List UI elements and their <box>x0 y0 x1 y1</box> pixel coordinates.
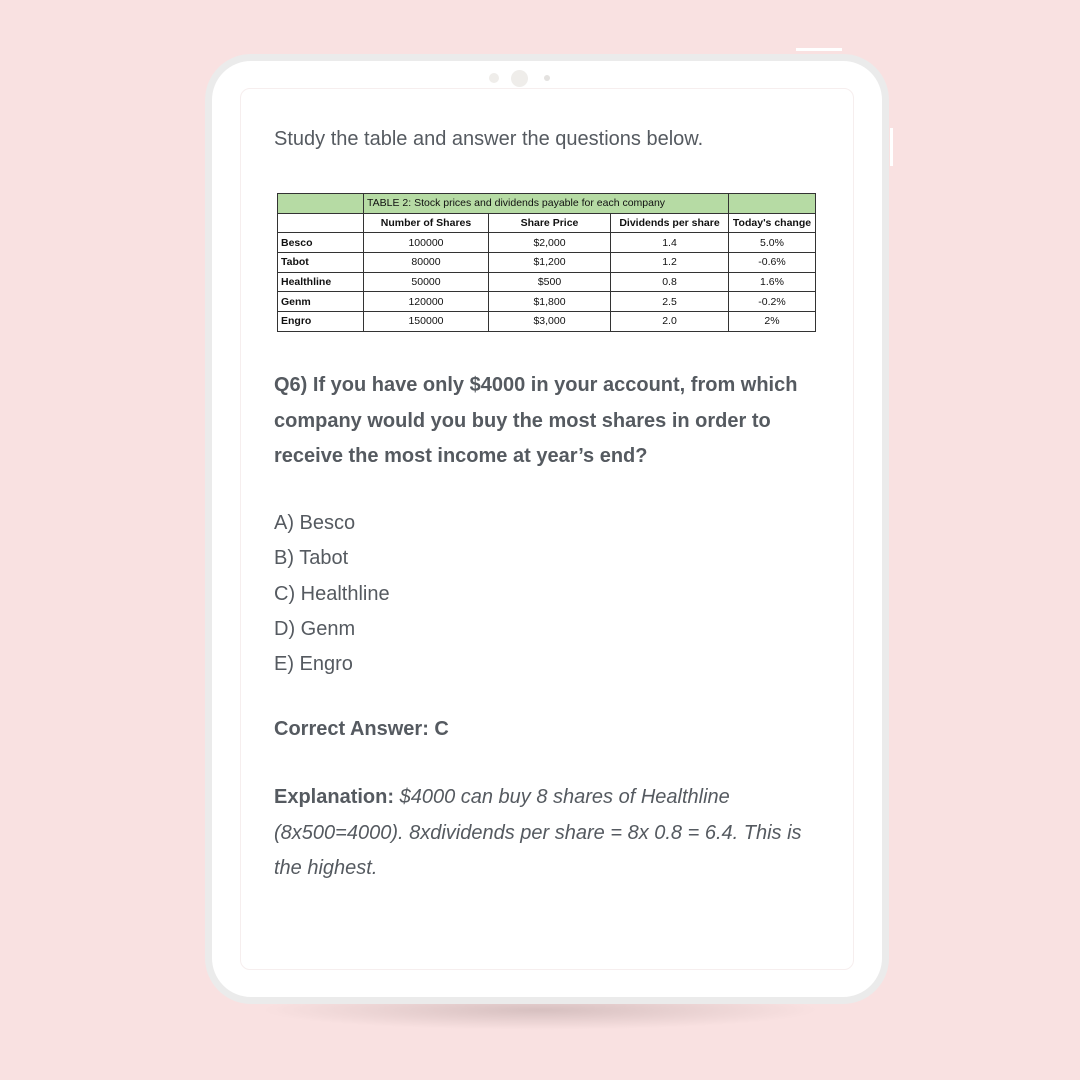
table-cell: $3,000 <box>489 312 611 332</box>
table-cell: $1,200 <box>489 253 611 273</box>
table-cell: $500 <box>489 272 611 292</box>
option-c: C) Healthline <box>274 582 390 605</box>
table-header <box>278 213 364 233</box>
table-corner <box>278 194 364 214</box>
company-name: Healthline <box>278 272 364 292</box>
question-text: Q6) If you have only $4000 in your account, from which company would you buy the most shares in order to receive the most income at year’s end? <box>274 374 798 467</box>
company-name: Tabot <box>278 253 364 273</box>
table-header: Share Price <box>489 213 611 233</box>
company-name: Engro <box>278 312 364 332</box>
explanation <box>274 780 834 887</box>
camera-dot-icon <box>489 73 499 83</box>
table-row <box>278 253 816 273</box>
table-cell: 50000 <box>364 272 489 292</box>
table-cell: 80000 <box>364 253 489 273</box>
table-cell: 2.5 <box>611 292 729 312</box>
answer-options <box>274 506 390 682</box>
table-header: Today's change <box>729 213 816 233</box>
option-d: D) Genm <box>274 617 356 640</box>
company-name: Besco <box>278 233 364 253</box>
sensor-dot-icon <box>544 75 550 81</box>
tablet-top-button <box>796 48 842 51</box>
intro-text: Study the table and answer the questions below. <box>274 128 704 150</box>
table-cell: 150000 <box>364 312 489 332</box>
table-cell: $2,000 <box>489 233 611 253</box>
correct-answer: Correct Answer: C <box>274 718 449 740</box>
camera-lens-icon <box>511 70 528 87</box>
tablet-side-button <box>890 128 893 166</box>
table-row <box>278 292 816 312</box>
table-row <box>278 312 816 332</box>
option-e: E) Engro <box>274 653 353 676</box>
explanation-label: Explanation: <box>274 786 395 808</box>
table-cell: -0.2% <box>729 292 816 312</box>
table-title-blank <box>729 194 816 214</box>
table-cell: 100000 <box>364 233 489 253</box>
table-cell: -0.6% <box>729 253 816 273</box>
table-title: TABLE 2: Stock prices and dividends payable for each company <box>364 194 729 214</box>
table-cell: 1.6% <box>729 272 816 292</box>
table-cell: 2% <box>729 312 816 332</box>
table-cell: 5.0% <box>729 233 816 253</box>
table-header: Number of Shares <box>364 213 489 233</box>
table-cell: 1.2 <box>611 253 729 273</box>
option-a: A) Besco <box>274 512 356 534</box>
table-cell: 120000 <box>364 292 489 312</box>
table-row <box>278 272 816 292</box>
table-cell: 1.4 <box>611 233 729 253</box>
explanation-text: $4000 can buy 8 shares of Healthline (8x500=4000). 8xdividends per share = 8x 0.8 = 6.4. This is the highest. <box>274 786 802 879</box>
table-cell: 2.0 <box>611 312 729 332</box>
company-name: Genm <box>278 292 364 312</box>
table-cell: 0.8 <box>611 272 729 292</box>
table-row <box>278 233 816 253</box>
option-b: B) Tabot <box>274 547 349 570</box>
table-header: Dividends per share <box>611 213 729 233</box>
table-cell: $1,800 <box>489 292 611 312</box>
stock-table <box>277 193 816 332</box>
